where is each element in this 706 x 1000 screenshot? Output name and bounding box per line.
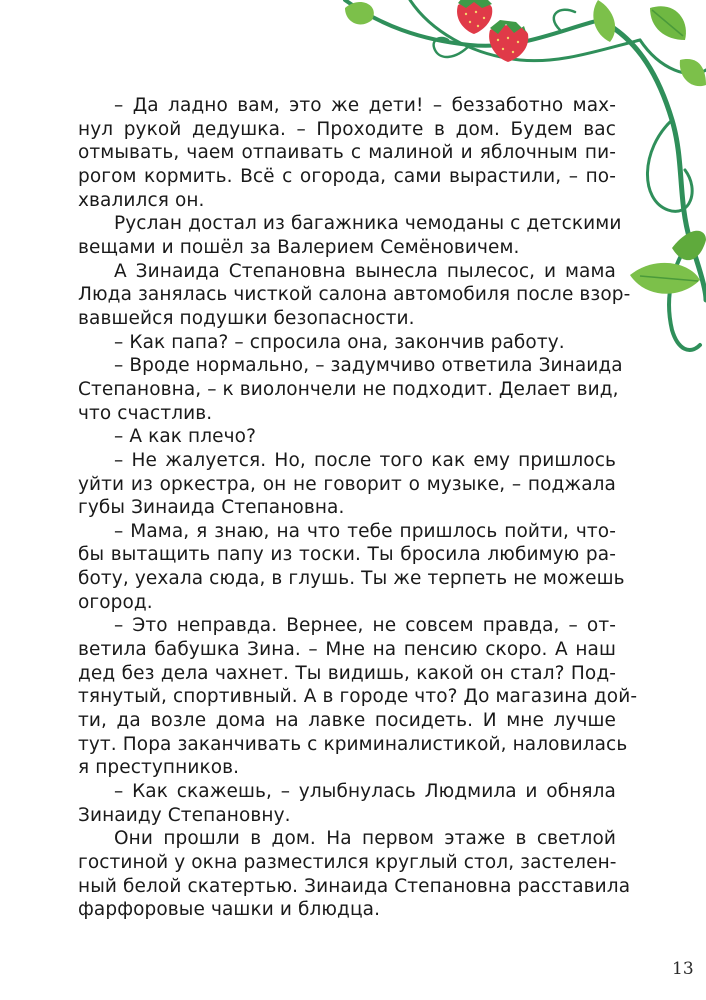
text-line: ветила бабушка Зина. – Мне на пенсию скоро. А наш	[78, 639, 616, 661]
text-line: Люда занялась чисткой салона автомобиля после взор-	[78, 284, 631, 306]
text-line: бы вытащить папу из тоски. Ты бросила любимую ра-	[78, 544, 616, 566]
text-line: что счастлив.	[78, 402, 213, 424]
text-line: ный белой скатертью. Зинаида Степановна расставила	[78, 875, 631, 897]
story-text	[78, 94, 638, 922]
text-line: огород.	[78, 591, 153, 613]
page-number: 13	[672, 959, 694, 979]
text-line: Степановна, – к виолончели не подходит. Делает вид,	[78, 378, 619, 400]
text-line: – Не жалуется. Но, после того как ему пришлось	[114, 449, 616, 471]
text-line: – Мама, я знаю, на что тебе пришлось пойти, что-	[114, 520, 616, 542]
text-line: нул рукой дедушка. – Проходите в дом. Будем вас	[78, 118, 616, 140]
text-line: ти, да возле дома на лавке посидеть. И мне лучше	[78, 710, 616, 732]
text-line: – Вроде нормально, – задумчиво ответила Зинаида	[114, 355, 623, 377]
text-line: гостиной у окна разместился круглый стол, застелен-	[78, 852, 617, 873]
strawberry-icon	[457, 0, 492, 34]
text-line: уйти из оркестра, он не говорит о музыке, – поджала	[78, 473, 616, 495]
text-line: губы Зинаида Степановна.	[78, 497, 345, 519]
text-line: рогом кормить. Всё с огорода, сами вырастили, – по-	[78, 165, 616, 187]
text-line: – Это неправда. Вернее, не совсем правда, – от-	[114, 615, 616, 637]
text-line: дед без дела чахнет. Ты видишь, какой он стал? Под-	[78, 662, 616, 684]
text-line: тут. Пора заканчивать с криминалистикой, наловилась	[78, 733, 628, 755]
text-line: вавшейся подушки безопасности.	[78, 307, 415, 329]
strawberry-icon	[489, 20, 528, 62]
text-line: фарфоровые чашки и блюдца.	[78, 899, 381, 921]
text-line: А Зинаида Степановна вынесла пылесос, и мама	[114, 260, 616, 282]
text-line: хвалился он.	[78, 189, 205, 211]
text-line: – Как папа? – спросила она, закончив работу.	[114, 331, 565, 353]
text-line: – Да ладно вам, это же дети! – беззаботно мах-	[114, 95, 616, 116]
text-line: отмывать, чаем отпаивать с малиной и яблочным пи-	[78, 142, 616, 164]
text-line: Руслан достал из багажника чемоданы с детскими	[114, 213, 622, 235]
text-line: – А как плечо?	[114, 426, 257, 448]
text-line: – Как скажешь, – улыбнулась Людмила и обняла	[114, 781, 616, 803]
text-line: вещами и пошёл за Валерием Семёновичем.	[78, 236, 520, 258]
text-line: Зинаиду Степановну.	[78, 804, 291, 826]
text-line: Они прошли в дом. На первом этаже в светлой	[114, 828, 616, 850]
text-line: боту, уехала сюда, в глушь. Ты же терпеть не можешь	[78, 568, 625, 590]
text-line: тянутый, спортивный. А в городе что? До магазина дой-	[78, 686, 638, 708]
text-line: я преступников.	[78, 757, 240, 779]
